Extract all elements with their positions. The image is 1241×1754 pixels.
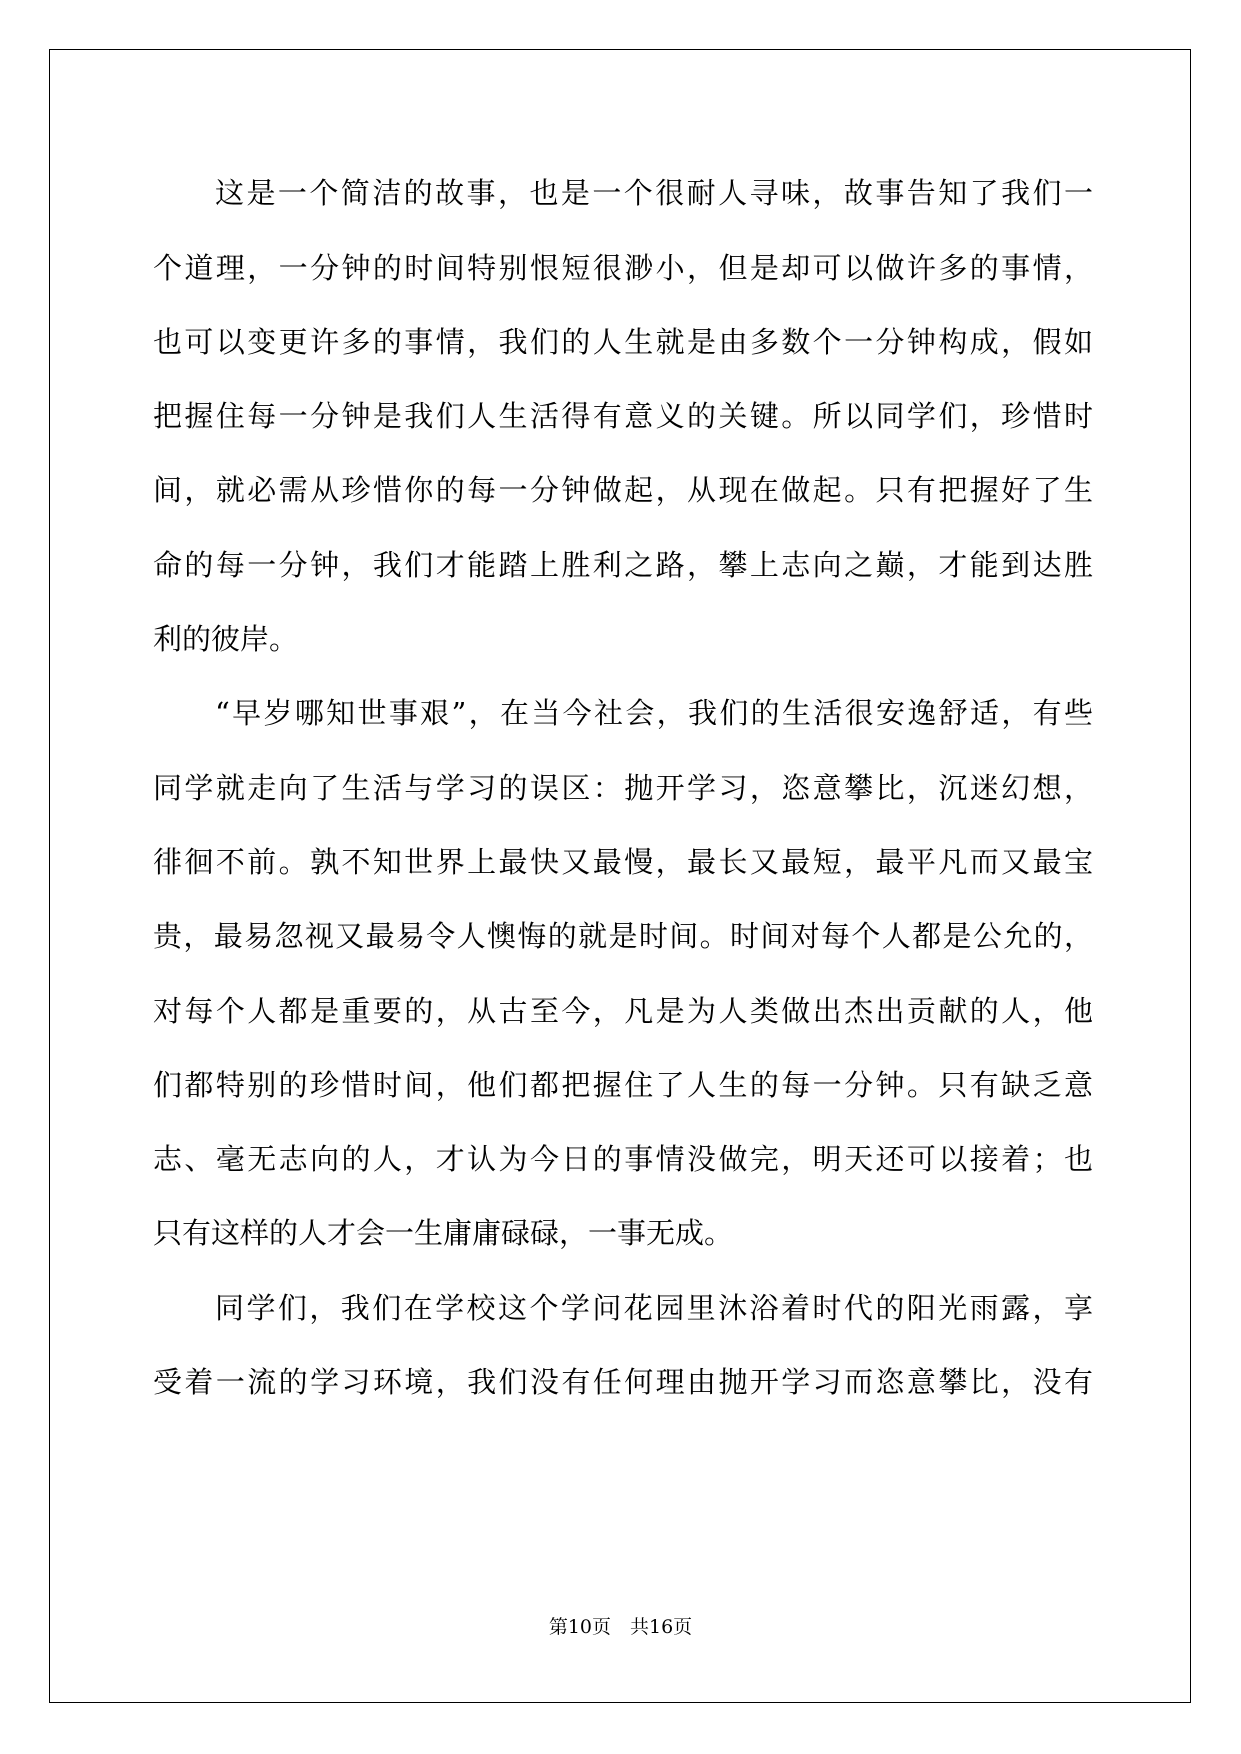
paragraph-2-line-4: 贵，最易忽视又最易令人懊悔的就是时间。时间对每个人都是公允的，	[153, 919, 1093, 953]
paragraph-2-line-7: 志、毫无志向的人，才认为今日的事情没做完，明天还可以接着；也	[153, 1142, 1093, 1176]
paragraph-3-line-1: 同学们，我们在学校这个学问花园里沐浴着时代的阳光雨露，享	[215, 1291, 1093, 1325]
paragraph-1-line-1: 这是一个简洁的故事，也是一个很耐人寻味，故事告知了我们一	[215, 176, 1093, 210]
page-number-footer: 第10页 共16页	[548, 1616, 693, 1638]
paragraph-3-line-2: 受着一流的学习环境，我们没有任何理由抛开学习而恣意攀比，没有	[153, 1365, 1093, 1399]
paragraph-2-line-3: 徘徊不前。孰不知世界上最快又最慢，最长又最短，最平凡而又最宝	[153, 845, 1093, 879]
paragraph-2-line-2: 同学就走向了生活与学习的误区：抛开学习，恣意攀比，沉迷幻想，	[153, 771, 1093, 805]
paragraph-1-line-7: 利的彼岸。	[153, 622, 299, 656]
paragraph-2-line-5: 对每个人都是重要的，从古至今，凡是为人类做出杰出贡献的人，他	[153, 994, 1093, 1028]
paragraph-2-line-6: 们都特别的珍惜时间，他们都把握住了人生的每一分钟。只有缺乏意	[153, 1068, 1093, 1102]
paragraph-1-line-6: 命的每一分钟，我们才能踏上胜利之路，攀上志向之巅，才能到达胜	[153, 548, 1093, 582]
paragraph-1-line-2: 个道理，一分钟的时间特别恨短很渺小，但是却可以做许多的事情，	[153, 251, 1093, 285]
paragraph-1-line-3: 也可以变更许多的事情，我们的人生就是由多数个一分钟构成，假如	[153, 325, 1093, 359]
paragraph-1-line-4: 把握住每一分钟是我们人生活得有意义的关键。所以同学们，珍惜时	[153, 399, 1093, 433]
paragraph-2-line-8: 只有这样的人才会一生庸庸碌碌，一事无成。	[153, 1216, 734, 1250]
paragraph-2-line-1: “早岁哪知世事艰”，在当今社会，我们的生活很安逸舒适，有些	[215, 696, 1093, 730]
paragraph-1-line-5: 间，就必需从珍惜你的每一分钟做起，从现在做起。只有把握好了生	[153, 473, 1093, 507]
